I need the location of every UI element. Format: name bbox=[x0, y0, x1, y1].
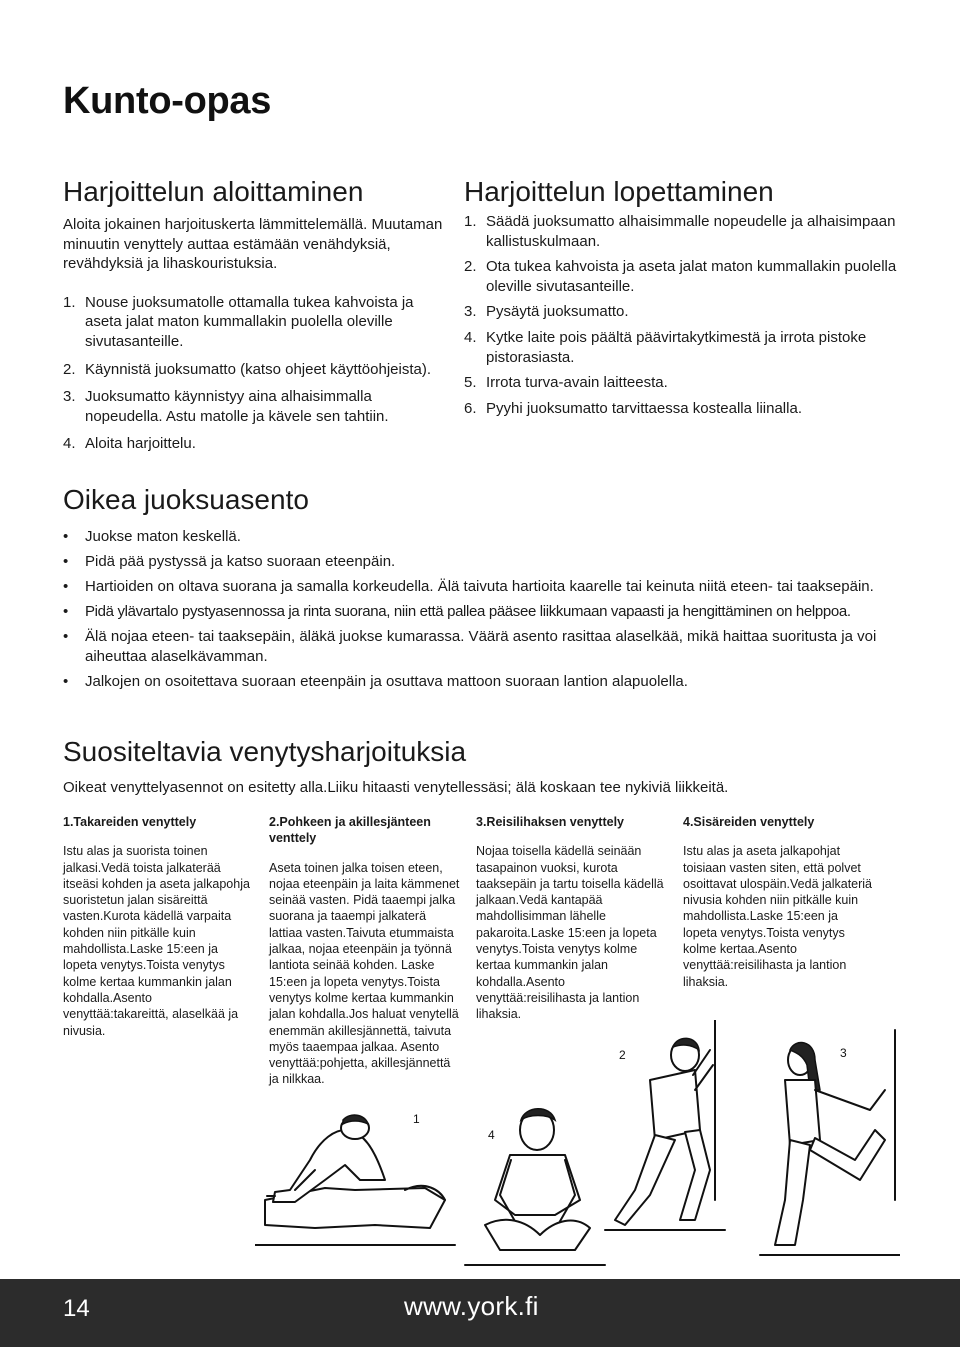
bullet-text: Hartioiden on oltava suorana ja samalla korkeudella. Älä taivuta hartioita kaarelle tai keinuta niitä eteen- tai taaksepäin. bbox=[85, 578, 874, 596]
stretch-section bbox=[63, 736, 903, 798]
posture-section-title: Oikea juoksuasento bbox=[63, 484, 309, 515]
stretch-section-title: Suositeltavia venytysharjoituksia bbox=[63, 736, 467, 767]
bullet-dot: • bbox=[63, 578, 69, 596]
step-number: 2. bbox=[63, 360, 76, 378]
stretch-figures-svg bbox=[255, 1020, 900, 1275]
step-number: 2. bbox=[464, 258, 477, 276]
website-url[interactable]: www.york.fi bbox=[404, 1291, 539, 1321]
stretch-illustrations bbox=[255, 1020, 900, 1275]
hamstring-stretch-illustration bbox=[255, 1115, 455, 1245]
step-number: 3. bbox=[464, 303, 477, 321]
start-section-title: Harjoittelun aloittaminen bbox=[63, 176, 364, 207]
bullet-dot: • bbox=[63, 628, 69, 646]
step-number: 5. bbox=[464, 374, 477, 392]
stop-section-title: Harjoittelun lopettaminen bbox=[464, 176, 774, 207]
stop-step bbox=[464, 399, 904, 419]
stop-step bbox=[464, 302, 904, 322]
stretch-column-text: Istu alas ja aseta jalkapohjat toisiaan vasten siten, että polvet osoittavat ulospäin.Vedä jalkateriä nivusia kohden niin pitkälle kuin mahdollista.Laske 15:een ja lopeta venytys.Toista venytys kolme kertaa.Asento venyttää:reisilihasta ja lantion lihaksia. bbox=[683, 844, 873, 989]
figure-label-1: 1 bbox=[413, 1112, 420, 1126]
stretch-column-title: 3.Reisilihaksen venyttely bbox=[476, 815, 624, 829]
stretch-intro: Oikeat venyttelyasennot on esitetty alla.Liiku hitaasti venytellessäsi; älä koskaan tee nykiviä liikkeitä. bbox=[63, 779, 729, 796]
figure-label-3: 3 bbox=[840, 1046, 847, 1060]
step-text: Säädä juoksumatto alhaisimmalle nopeudelle ja alhaisimpaan kallistuskulmaan. bbox=[486, 213, 896, 250]
bullet-dot: • bbox=[63, 673, 69, 691]
stretch-column-text: Nojaa toisella kädellä seinään tasapainon vuoksi, kurota taaksepäin ja tartu toisella kädellä jalkaan.Vedä kantapää mahdollisimman lähelle pakaroita.Laske 15:een ja lopeta venytys.Toista venytys kolme kertaa kummankin jalan kohdalla.Asento venyttää:reisilihasta ja lantion lihaksia. bbox=[476, 844, 664, 1022]
start-steps bbox=[63, 293, 443, 454]
step-number: 6. bbox=[464, 399, 477, 417]
stop-step bbox=[464, 328, 904, 367]
groin-stretch-illustration bbox=[465, 1109, 605, 1265]
start-intro: Aloita jokainen harjoituskerta lämmittelemällä. Muutaman minuutin venyttely auttaa estämään venähdyksiä, revähdyksiä ja lihaskouristuksia. bbox=[63, 216, 443, 273]
bullet-text: Juokse maton keskellä. bbox=[85, 528, 241, 545]
page-footer bbox=[0, 1279, 960, 1347]
start-step bbox=[63, 434, 443, 454]
step-text: Ota tukea kahvoista ja aseta jalat maton kummallakin puolella oleville sivutasanteille. bbox=[486, 258, 897, 295]
figure-label-2: 2 bbox=[619, 1048, 626, 1062]
bullet-dot: • bbox=[63, 528, 69, 545]
posture-bullet bbox=[63, 602, 903, 622]
step-number: 4. bbox=[464, 328, 477, 346]
bullet-text: Jalkojen on osoitettava suoraan eteenpäin ja osuttava mattoon suoraan lantion alapuolella. bbox=[85, 673, 688, 691]
stretch-column-text: Istu alas ja suorista toinen jalkasi.Vedä toista jalkaterää itseäsi kohden ja aseta jalkapohja suoristetun jalan sisäreittä vasten.Kurota kädellä varpaita kohden niin pitkälle kuin mahdollista.Laske 15:een ja lopeta venytys.Toista venytys kolme kertaa kummankin jalan kohdalla.Asento venyttää:takareittä, alaselkää ja nivusia. bbox=[63, 844, 250, 1038]
start-section bbox=[63, 176, 443, 454]
stretch-column-4 bbox=[683, 814, 875, 990]
stop-step bbox=[464, 257, 904, 296]
posture-bullet bbox=[63, 627, 903, 666]
start-step bbox=[63, 360, 443, 380]
page-number: 14 bbox=[63, 1295, 90, 1322]
stop-step bbox=[464, 212, 904, 251]
step-text: Pyyhi juoksumatto tarvittaessa kostealla liinalla. bbox=[486, 399, 802, 417]
stop-step bbox=[464, 373, 904, 393]
bullet-text: Älä nojaa eteen- tai taaksepäin, äläkä juokse kumarassa. Väärä asento rasittaa alaselkää, mikä haittaa suoritusta ja voi aiheuttaa alaselkävamman. bbox=[85, 628, 877, 665]
step-text: Irrota turva-avain laitteesta. bbox=[486, 374, 668, 392]
stop-steps bbox=[464, 212, 904, 418]
step-number: 3. bbox=[63, 388, 76, 406]
bullet-dot: • bbox=[63, 603, 68, 621]
stretch-column-text: Aseta toinen jalka toisen eteen, nojaa eteenpäin ja laita kämmenet seinää vasten. Pidä taaempi jalka suorana ja taaempi jalkaterä lattiaa vasten.Taivuta etummaista jalkaa, nojaa eteenpäin ja työnnä lantiota seinää kohden. Laske 15:een ja lopeta venytys.Toista venytys kolme kertaa kummankin jalan kohdalla.Jos haluat venytellä enemmän akillesjännettä, taivuta myös taaempaa jalkaa. Asento venyttää:pohjetta, akillesjännettä ja nilkkaa. bbox=[269, 860, 460, 1087]
stretch-column-3 bbox=[476, 814, 668, 1023]
stop-section bbox=[464, 176, 904, 418]
step-text: Käynnistä juoksumatto (katso ohjeet käyttöohjeista). bbox=[85, 360, 432, 378]
stretch-column-title: 1.Takareiden venyttely bbox=[63, 815, 197, 829]
bullet-dot: • bbox=[63, 553, 69, 571]
step-text: Nouse juoksumatolle ottamalla tukea kahvoista ja aseta jalat maton kummallakin puolella oleville sivutasanteille. bbox=[85, 293, 414, 350]
start-step bbox=[63, 387, 443, 426]
page-title: Kunto-opas bbox=[63, 80, 272, 122]
figure-label-4: 4 bbox=[488, 1128, 495, 1142]
step-text: Kytke laite pois päältä päävirtakytkimestä ja irrota pistoke pistorasiasta. bbox=[486, 328, 867, 366]
posture-bullet bbox=[63, 527, 903, 547]
posture-bullets bbox=[63, 527, 903, 692]
bullet-text: Pidä pää pystyssä ja katso suoraan eteenpäin. bbox=[85, 553, 396, 571]
bullet-text: Pidä ylävartalo pystyasennossa ja rinta suorana, niin että pallea pääsee liikkumaan vapaasti ja hengittäminen on helppoa. bbox=[85, 603, 851, 621]
stretch-column-title: 2.Pohkeen ja akillesjänteen venttely bbox=[269, 815, 431, 846]
step-number: 4. bbox=[63, 435, 76, 453]
stretch-column-1 bbox=[63, 814, 251, 1039]
step-number: 1. bbox=[464, 213, 477, 230]
step-text: Juoksumatto käynnistyy aina alhaisimmalla nopeudella. Astu matolle ja kävele sen tahtiin. bbox=[85, 388, 389, 425]
step-text: Pysäytä juoksumatto. bbox=[486, 303, 629, 321]
posture-bullet bbox=[63, 552, 903, 572]
posture-bullet bbox=[63, 577, 903, 597]
step-text: Aloita harjoittelu. bbox=[85, 435, 196, 453]
quad-stretch-illustration bbox=[760, 1030, 900, 1255]
posture-section bbox=[63, 484, 903, 697]
start-step bbox=[63, 293, 443, 352]
calf-stretch-illustration bbox=[605, 1020, 725, 1230]
step-number: 1. bbox=[63, 293, 76, 311]
posture-bullet bbox=[63, 672, 903, 692]
stretch-column-title: 4.Sisäreiden venyttely bbox=[683, 815, 815, 829]
